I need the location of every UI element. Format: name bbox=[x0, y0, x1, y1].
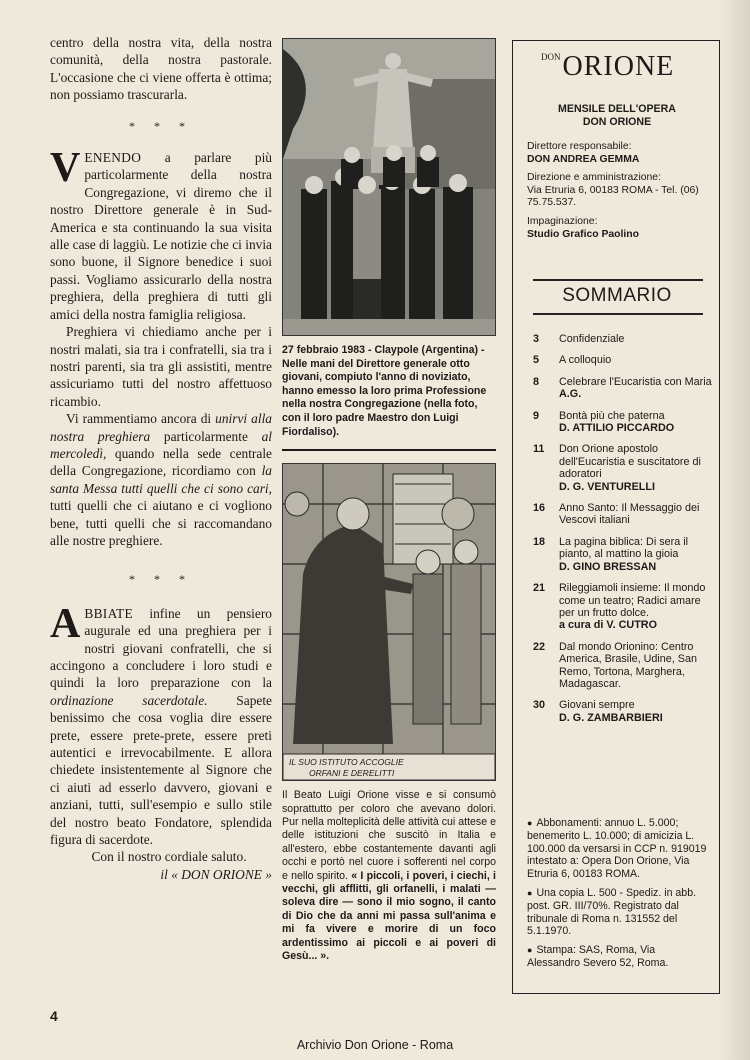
masthead-title: MENSILE DELL'OPERA DON ORIONE bbox=[558, 103, 676, 128]
window-inscription-line-2: ORFANI E DERELITTI bbox=[309, 768, 395, 779]
toc-title: Celebrare l'Eucaristia con Maria A.G. bbox=[559, 375, 712, 401]
toc-author: D. ATTILIO PICCARDO bbox=[559, 422, 675, 435]
paragraph: Vi rammentiamo ancora di unirvi alla nostra preghiera particolarmente al mercoledì, quando nella sede centrale della Congregazione, ricordiamo con la santa Messa tutti quelli che ci sono cari, tutti quelli che ci aiutano e ci vogliono bene, tutti quelli che si raccomandano alle nostre preghiere. bbox=[50, 411, 273, 548]
bullet-icon: ● bbox=[527, 818, 533, 828]
bullet-icon: ● bbox=[527, 945, 533, 956]
toc-title: Don Orione apostolo dell'Eucaristia e suscitatore di adoratori D. G. VENTURELLI bbox=[559, 443, 713, 493]
toc-page-number: 9 bbox=[533, 409, 540, 422]
divider bbox=[533, 313, 703, 315]
toc-title: Giovani sempre D. G. ZAMBARBIERI bbox=[559, 699, 713, 724]
toc-page-number: 22 bbox=[533, 640, 546, 653]
toc-title: Dal mondo Orionino: Centro America, Brasile, Udine, San Remo, Tortona, Marghera, Madagascar. bbox=[559, 640, 698, 690]
stained-glass-photo bbox=[282, 463, 496, 781]
toc-page-number: 21 bbox=[533, 582, 546, 595]
toc-item bbox=[533, 410, 713, 435]
paragraph: centro della nostra vita, della nostra comunità, della nostra pastorale. L'occasione che ci viene offerta è ottima; non possiamo trascurarla. bbox=[50, 35, 272, 103]
page-edge-shadow bbox=[720, 0, 750, 1060]
divider bbox=[533, 279, 703, 281]
photo-caption: 27 febbraio 1983 - Claypole (Argentina) - Nelle mani del Direttore generale otto giovani, compiuto l'anno di noviziato, hanno emesso la loro prima Professione nella nostra Congregazione (nella foto, con il loro padre Maestro don Luigi Fiordaliso). bbox=[282, 344, 487, 438]
toc-title: La pagina biblica: Di sera il pianto, al mattino la gioia D. GINO BRESSAN bbox=[559, 536, 713, 573]
photo-caption: Il Beato Luigi Orione visse e si consumò soprattutto per coloro che avevano dolori. Pur nella molteplicità delle attività cui attese e delle istituzioni che suscitò in Italia e all'estero, ebbe costantemente davanti agli occhi e portò nel cuore i sofferenti nel corpo e nello spirito. « I piccoli, i poveri, i ciechi, i vecchi, gli afflitti, gli orfanelli, i malati — soleva dire — sono il mio sogno, il canto di Dio che da anni mi passa sull'anima e mi fa vivere e morire di un foco ardentissimo ai piccoli e ai poveri di Gesù... ». bbox=[282, 789, 496, 963]
toc-author: D. G. VENTURELLI bbox=[559, 480, 655, 493]
group-photo bbox=[282, 38, 496, 336]
divider bbox=[282, 449, 496, 451]
toc-author: D. GINO BRESSAN bbox=[559, 560, 657, 573]
middle-column bbox=[282, 38, 496, 963]
section-separator: * * * bbox=[129, 572, 193, 587]
section-separator: * * * bbox=[129, 118, 193, 133]
toc-page-number: 18 bbox=[533, 535, 546, 548]
toc-item bbox=[533, 502, 713, 527]
window-inscription-line-1: IL SUO ISTITUTO ACCOGLIE bbox=[289, 757, 404, 768]
toc-item bbox=[533, 641, 713, 691]
group-photo-illustration bbox=[283, 39, 495, 335]
toc-author: A.G. bbox=[559, 388, 582, 401]
toc-page-number: 30 bbox=[533, 699, 546, 712]
toc-item bbox=[533, 443, 713, 493]
toc-page-number: 5 bbox=[533, 354, 540, 367]
page-number: 4 bbox=[50, 1008, 58, 1024]
paragraph: ABBIATE infine un pensiero augurale ed una preghiera per i nostri giovani confratelli, che si accingono a concludere i loro studi e quindi la loro preparazione con la ordinazione sacerdotale. Sapete benissimo che cosa voglia dire essere prete, essere prete-prete, essere preti autentici e irrevocabilmente. E allora chiedete insistentemente al Signore che ci aiuti ad esserlo davvero, giovani e anziani, tutti, sull'esempio e sullo stile del nostro beato Fondatore, splendida figura di sacerdote. bbox=[50, 600, 273, 848]
toc-item bbox=[533, 354, 713, 366]
stained-glass-illustration bbox=[283, 464, 495, 780]
drop-cap: V bbox=[50, 145, 81, 192]
closing-line: Con il nostro cordiale saluto. bbox=[91, 849, 247, 865]
toc-item bbox=[533, 333, 713, 345]
sommario-heading: SOMMARIO bbox=[562, 285, 672, 306]
toc-title: Confidenziale bbox=[559, 333, 625, 345]
toc-item bbox=[533, 536, 713, 573]
toc-title: A colloquio bbox=[559, 354, 612, 367]
toc-page-number: 16 bbox=[533, 502, 546, 515]
toc-title: Bontà più che paterna D. ATTILIO PICCARDO bbox=[559, 410, 713, 435]
toc-page-number: 8 bbox=[533, 375, 540, 388]
toc-page-number: 11 bbox=[533, 443, 545, 456]
drop-cap: A bbox=[50, 600, 81, 647]
toc-item bbox=[533, 582, 713, 632]
left-text-column bbox=[50, 34, 272, 883]
staff-credits: Direttore responsabile: DON ANDREA GEMMA Direzione e amministrazione: Via Etruria 6, 00183 ROMA - Tel. (06) 75.75.537. Impaginazione: Studio Grafico Paolino bbox=[527, 141, 699, 240]
paragraph: VENENDO a parlare più particolarmente della nostra Congregazione, vi diremo che il nostro Direttore generale è in Sud-America e sta continuando la sua visita alle case di laggiù. Le notizie che ci invia sono buone, il Signore benedice i suoi passi. Vogliamo assicurarlo della nostra preghiera, della preghiera di tutti gli amici della nostra famiglia religiosa. bbox=[50, 145, 272, 322]
table-of-contents bbox=[533, 333, 713, 733]
toc-item bbox=[533, 699, 713, 724]
toc-title: Anno Santo: Il Messaggio dei Vescovi italiani bbox=[559, 502, 700, 527]
paragraph: Preghiera vi chiediamo anche per i nostri malati, sia tra i confratelli, sia tra i nostri parenti, sia tra gli assistiti, mentre assicuriamo tutti del nostro affettuoso ricambio. bbox=[50, 324, 272, 409]
toc-title: Rileggiamoli insieme: Il mondo come un teatro; Radici amare per un frutto dolce. a cura di V. CUTRO bbox=[559, 582, 713, 632]
subscription-info: ● Abbonamenti: annuo L. 5.000; benemerito L. 10.000; di amicizia L. 100.000 da versarsi in CCP n. 919019 intestato a: Opera Don Orione, Via Etruria 6, 00183 ROMA. ● Una copia L. 500 - Spediz. in abb. post. GR. III/70%. Registrato dal tribunale di Roma n. 131552 del 5.1.1970. ● Stampa: SAS, Roma, Via Alessandro Severo 52, Roma. bbox=[527, 817, 707, 969]
toc-author: D. G. ZAMBARBIERI bbox=[559, 711, 663, 724]
signature: il « DON ORIONE » bbox=[160, 866, 272, 882]
masthead-box bbox=[512, 40, 720, 994]
toc-page-number: 3 bbox=[533, 333, 540, 345]
toc-author: a cura di V. CUTRO bbox=[559, 619, 657, 632]
toc-item bbox=[533, 376, 713, 401]
archive-footer: Archivio Don Orione - Roma bbox=[296, 1038, 454, 1052]
don-orione-logo: $^{DON}$ORIONE bbox=[541, 51, 675, 82]
bullet-icon: ● bbox=[527, 887, 533, 898]
